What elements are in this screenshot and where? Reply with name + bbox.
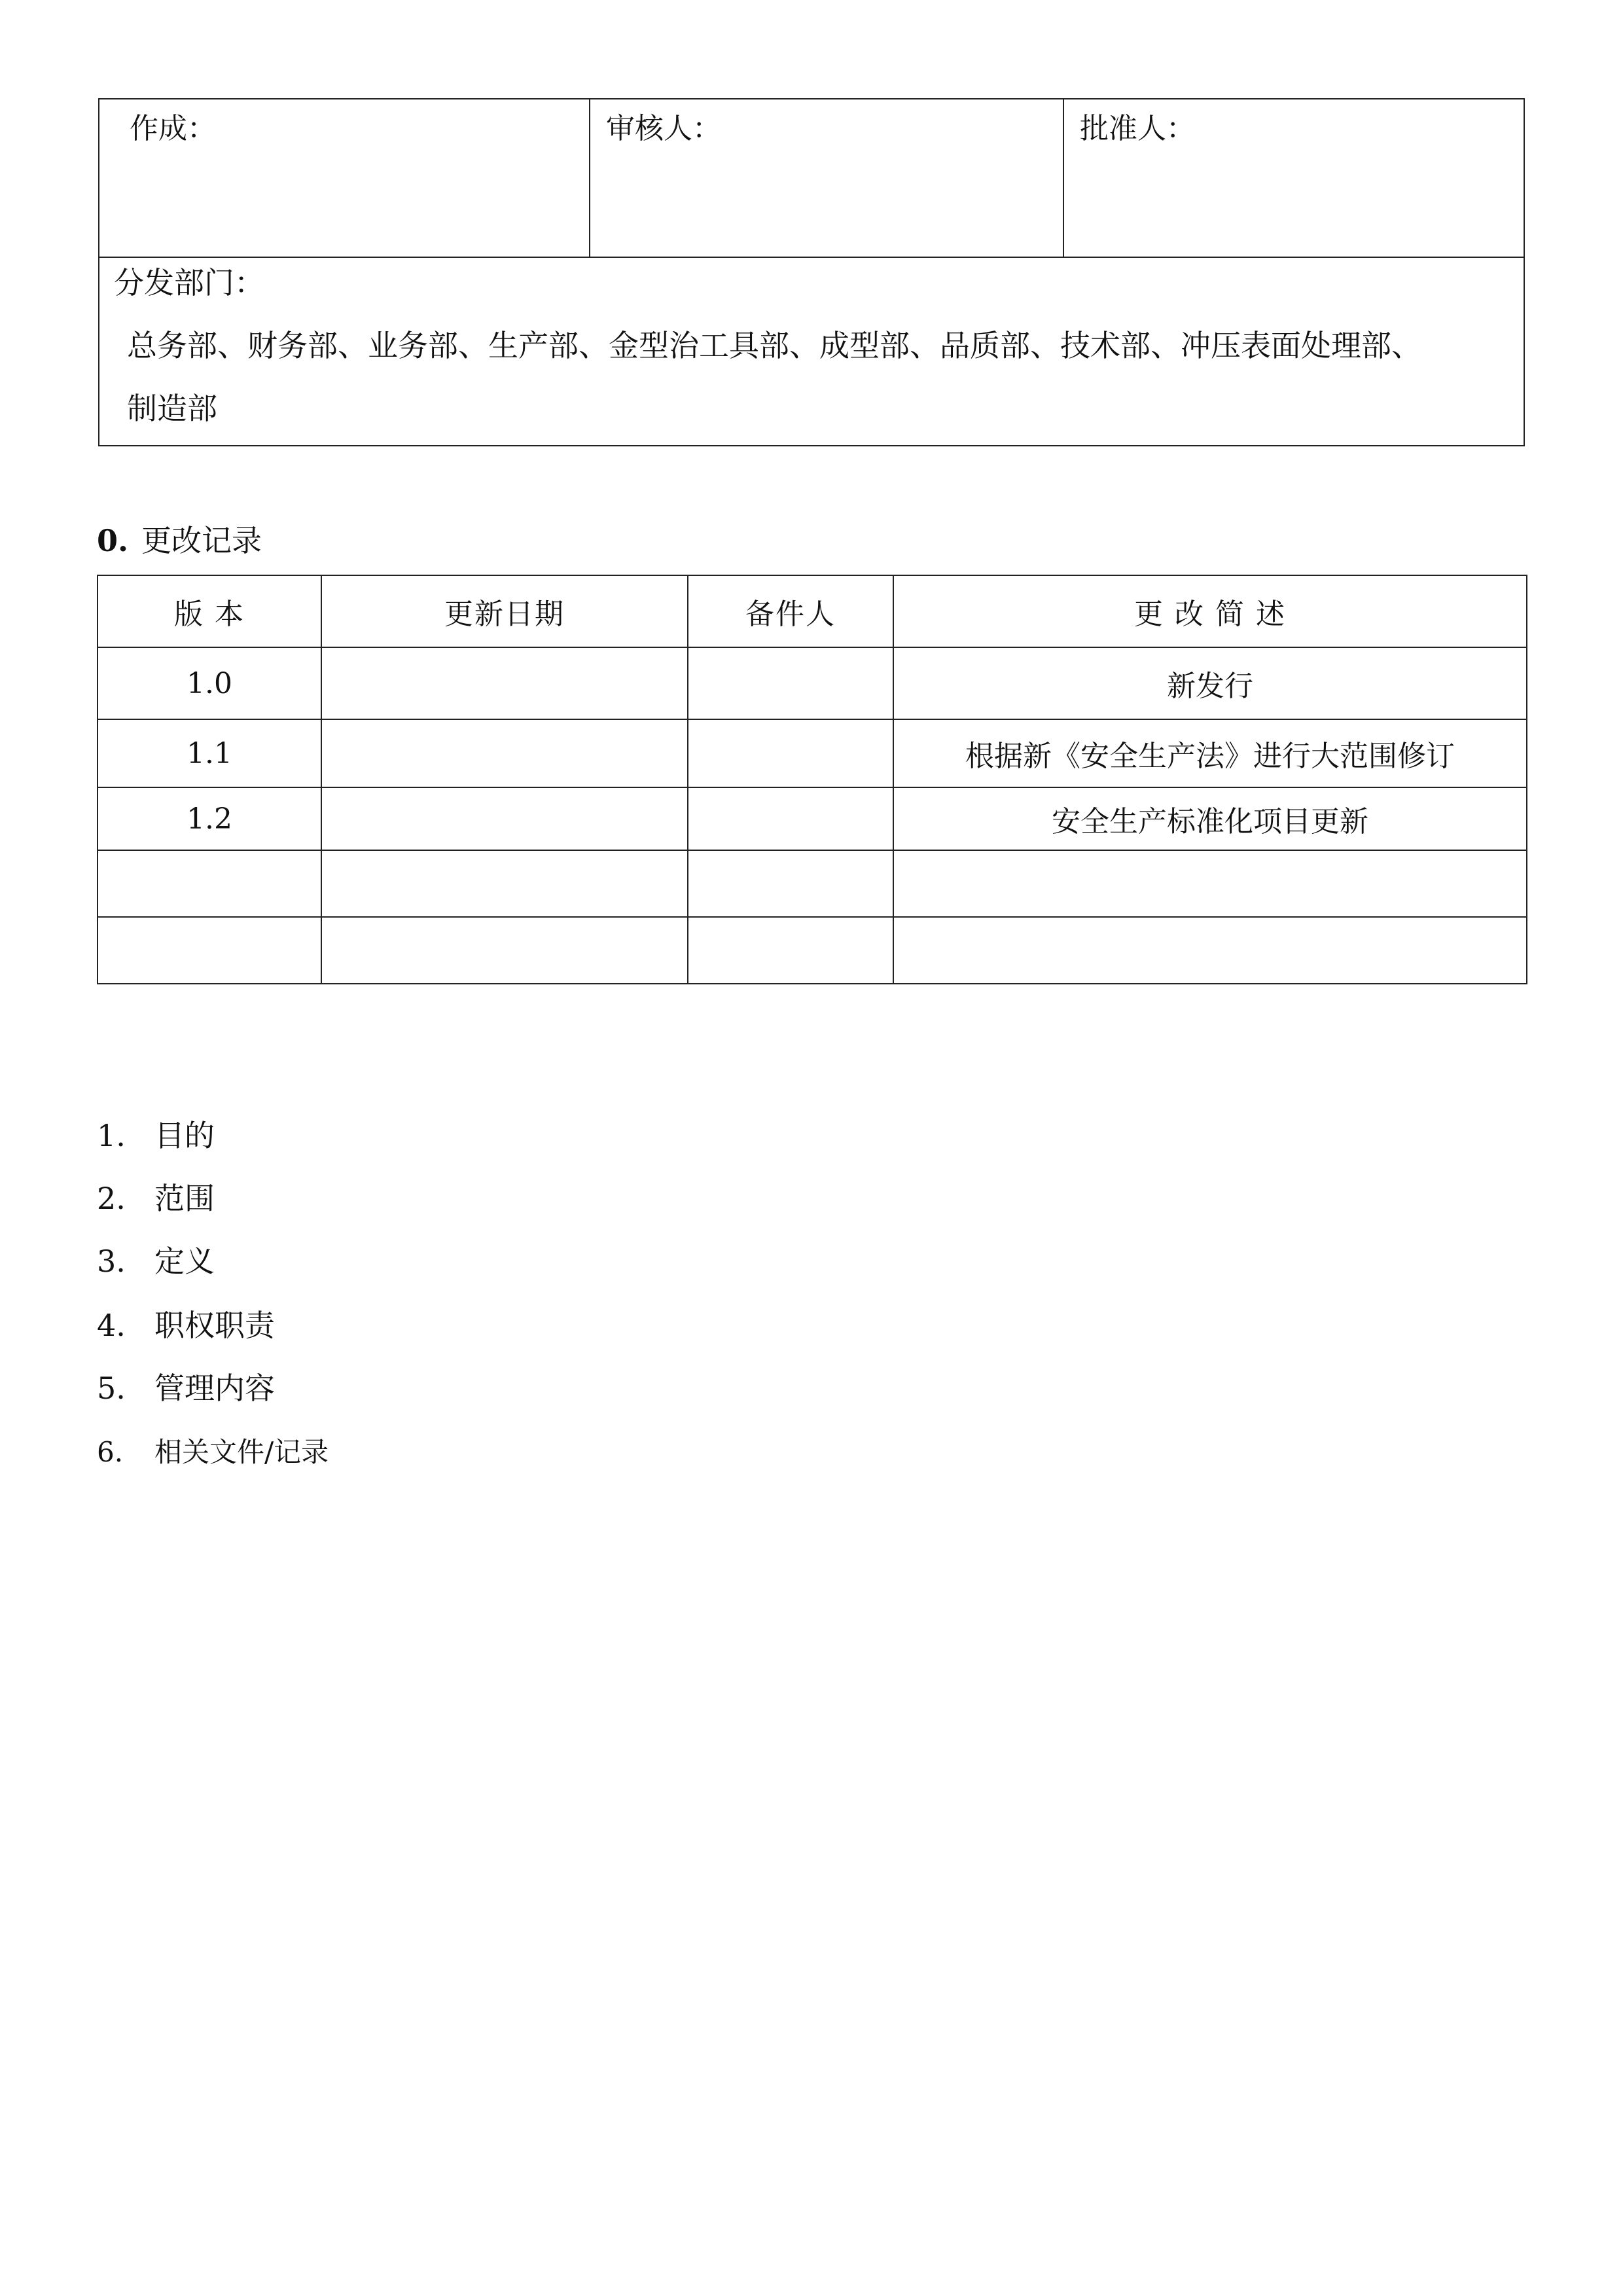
- list-item-number: 5.: [97, 1371, 126, 1406]
- signature-row: [99, 99, 1524, 258]
- table-row: [98, 787, 1527, 850]
- change-record-heading: [97, 517, 262, 564]
- row-person: [688, 787, 893, 850]
- change-record-number: 0.: [97, 523, 129, 558]
- row-person: [688, 647, 893, 719]
- row-date: [321, 850, 688, 917]
- list-item-text: 相关文件/记录: [154, 1436, 329, 1468]
- list-item: [97, 1175, 215, 1221]
- row-summary: 安全生产标准化项目更新: [893, 787, 1527, 850]
- table-header-row: [98, 575, 1527, 647]
- row-date: [321, 647, 688, 719]
- distribution-departments-line2: 制造部: [127, 391, 217, 426]
- list-item-text: 范围: [154, 1181, 215, 1216]
- row-date: [321, 917, 688, 984]
- list-item-number: 4.: [97, 1308, 126, 1343]
- row-version: [98, 850, 321, 917]
- table-row: [98, 647, 1527, 719]
- table-row: [98, 917, 1527, 984]
- row-version: 1.1: [98, 719, 321, 787]
- change-record-table: [97, 575, 1527, 984]
- list-item: [97, 1238, 215, 1284]
- row-summary: [893, 917, 1527, 984]
- row-person: [688, 917, 893, 984]
- list-item-text: 管理内容: [154, 1371, 275, 1406]
- row-person: [688, 850, 893, 917]
- list-item-text: 目的: [154, 1118, 215, 1153]
- header-update-date: 更新日期: [321, 575, 688, 647]
- row-date: [321, 719, 688, 787]
- list-item-number: 1.: [97, 1118, 126, 1153]
- row-version: 1.0: [98, 647, 321, 719]
- list-item-text: 职权职责: [154, 1308, 275, 1343]
- row-summary: 根据新《安全生产法》进行大范围修订: [893, 719, 1527, 787]
- distribution-block: [99, 257, 1524, 445]
- row-summary: [893, 850, 1527, 917]
- list-item: [97, 1365, 275, 1411]
- list-item-number: 6.: [97, 1436, 124, 1468]
- signature-table: [98, 98, 1525, 446]
- table-row: [98, 719, 1527, 787]
- distribution-title: 分发部门：: [114, 265, 264, 300]
- header-responsible-person: 备件人: [688, 575, 893, 647]
- reviewer-label: 审核人：: [606, 112, 721, 145]
- author-cell: [99, 99, 590, 257]
- header-change-summary: 更 改 简 述: [893, 575, 1527, 647]
- change-record-title: 更改记录: [141, 523, 262, 558]
- list-item: [97, 1429, 329, 1475]
- list-item: [97, 1113, 215, 1158]
- row-version: [98, 917, 321, 984]
- author-label: 作成：: [130, 112, 216, 145]
- row-date: [321, 787, 688, 850]
- row-summary: 新发行: [893, 647, 1527, 719]
- list-item-number: 3.: [97, 1244, 126, 1279]
- row-version: 1.2: [98, 787, 321, 850]
- distribution-departments-line1: 总务部、财务部、业务部、生产部、金型治工具部、成型部、品质部、技术部、冲压表面处理部、: [127, 328, 1421, 363]
- header-version: 版 本: [98, 575, 321, 647]
- reviewer-cell: [590, 99, 1064, 257]
- row-person: [688, 719, 893, 787]
- list-item: [97, 1302, 275, 1348]
- approver-cell: [1064, 99, 1526, 257]
- list-item-text: 定义: [154, 1244, 215, 1279]
- table-row: [98, 850, 1527, 917]
- list-item-number: 2.: [97, 1181, 126, 1216]
- approver-label: 批准人：: [1080, 112, 1195, 145]
